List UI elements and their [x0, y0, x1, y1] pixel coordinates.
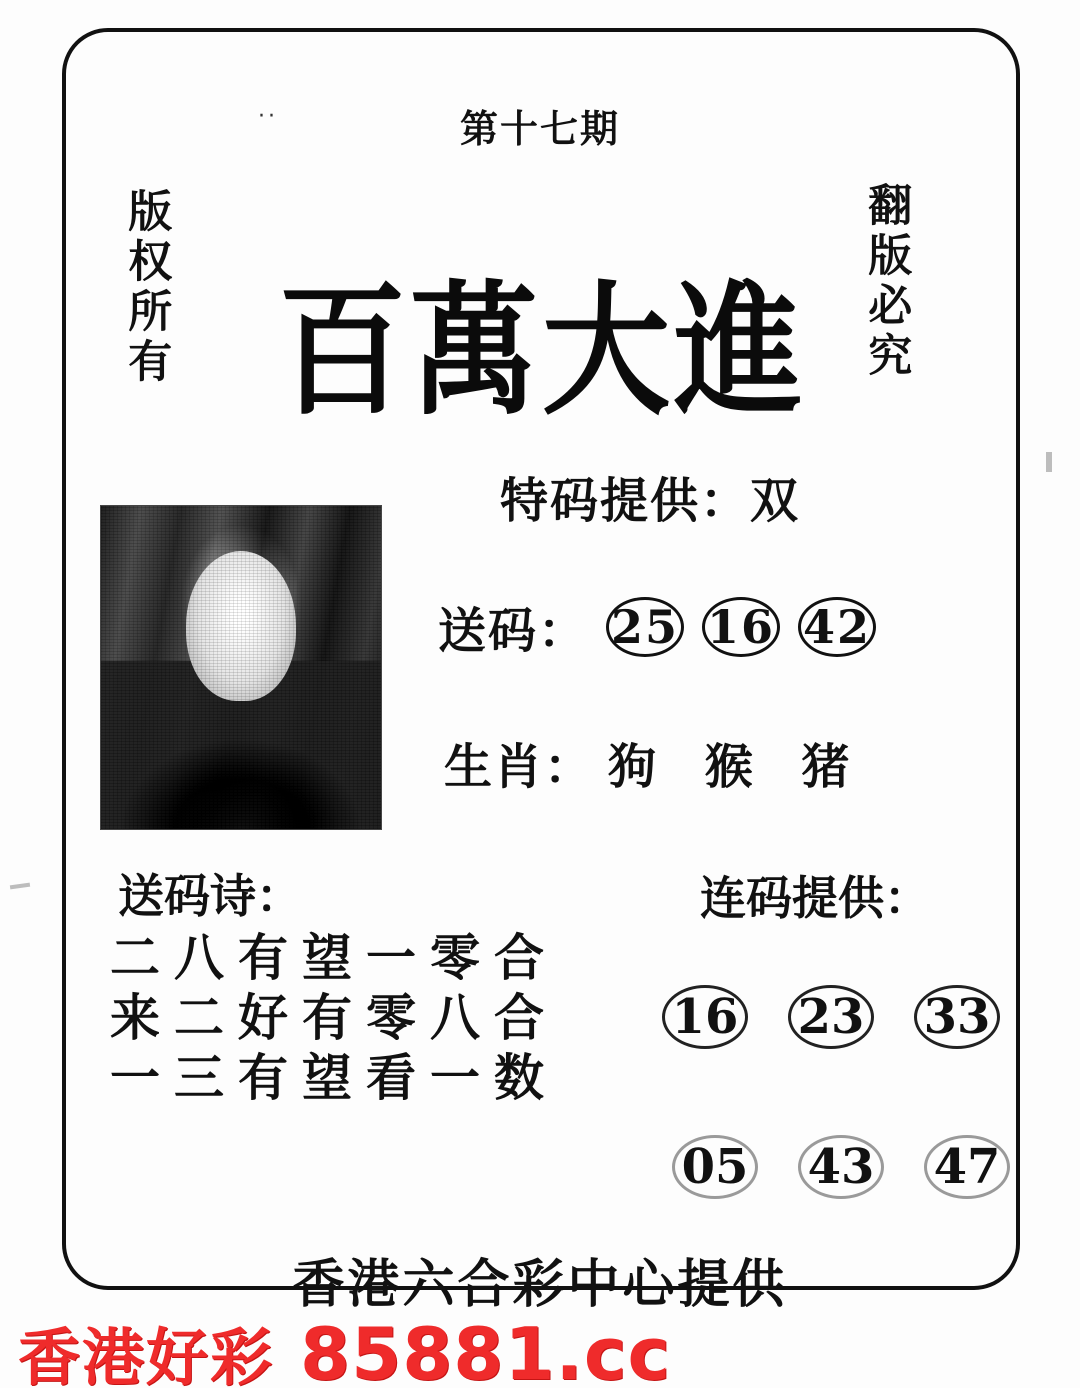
- lianma-number: 16: [662, 985, 748, 1049]
- zodiac-line: [444, 728, 865, 797]
- poem-title: 送码诗：: [118, 869, 302, 923]
- poem-line: 来二好有零八合: [110, 988, 558, 1047]
- send-code-label: 送码：: [438, 603, 589, 659]
- watermark: [18, 1308, 671, 1397]
- copyright-left: 版权所有: [120, 188, 172, 388]
- footer-text: 香港六合彩中心提供: [292, 1254, 788, 1315]
- send-code-number: 25: [606, 597, 684, 657]
- lianma-number: 47: [924, 1135, 1010, 1199]
- send-code-line: [438, 592, 876, 661]
- page-title: 百萬大進: [277, 267, 806, 436]
- scan-speck: [1046, 452, 1052, 472]
- lianma-number: 05: [672, 1135, 758, 1199]
- lianma-row: [662, 985, 1000, 1049]
- issue-marks: ··: [258, 104, 278, 129]
- watermark-url: 85881.cc: [300, 1312, 672, 1396]
- special-code-label: 特码提供：: [500, 473, 751, 529]
- issue-number: 第十七期: [459, 106, 620, 151]
- scan-speck: [10, 883, 30, 890]
- photo-grain: [101, 506, 381, 829]
- copyright-right: 翻版必究: [860, 182, 912, 382]
- portrait-photo: [100, 505, 382, 830]
- send-code-number: 42: [798, 597, 876, 657]
- lianma-number: 43: [798, 1135, 884, 1199]
- special-code-line: [500, 462, 800, 531]
- lianma-number: 33: [914, 985, 1000, 1049]
- watermark-brand: 香港好彩: [18, 1321, 275, 1394]
- zodiac-label: 生肖：: [444, 739, 595, 795]
- lianma-number: 23: [788, 985, 874, 1049]
- special-code-value: 双: [750, 473, 801, 529]
- poem-line: 二八有望一零合: [110, 928, 558, 987]
- send-code-number: 16: [702, 597, 780, 657]
- poem-line: 一三有望看一数: [110, 1048, 558, 1107]
- zodiac-values: 狗 猴 猪: [608, 739, 866, 795]
- lianma-title: 连码提供：: [700, 871, 930, 925]
- lianma-row: [672, 1135, 1010, 1199]
